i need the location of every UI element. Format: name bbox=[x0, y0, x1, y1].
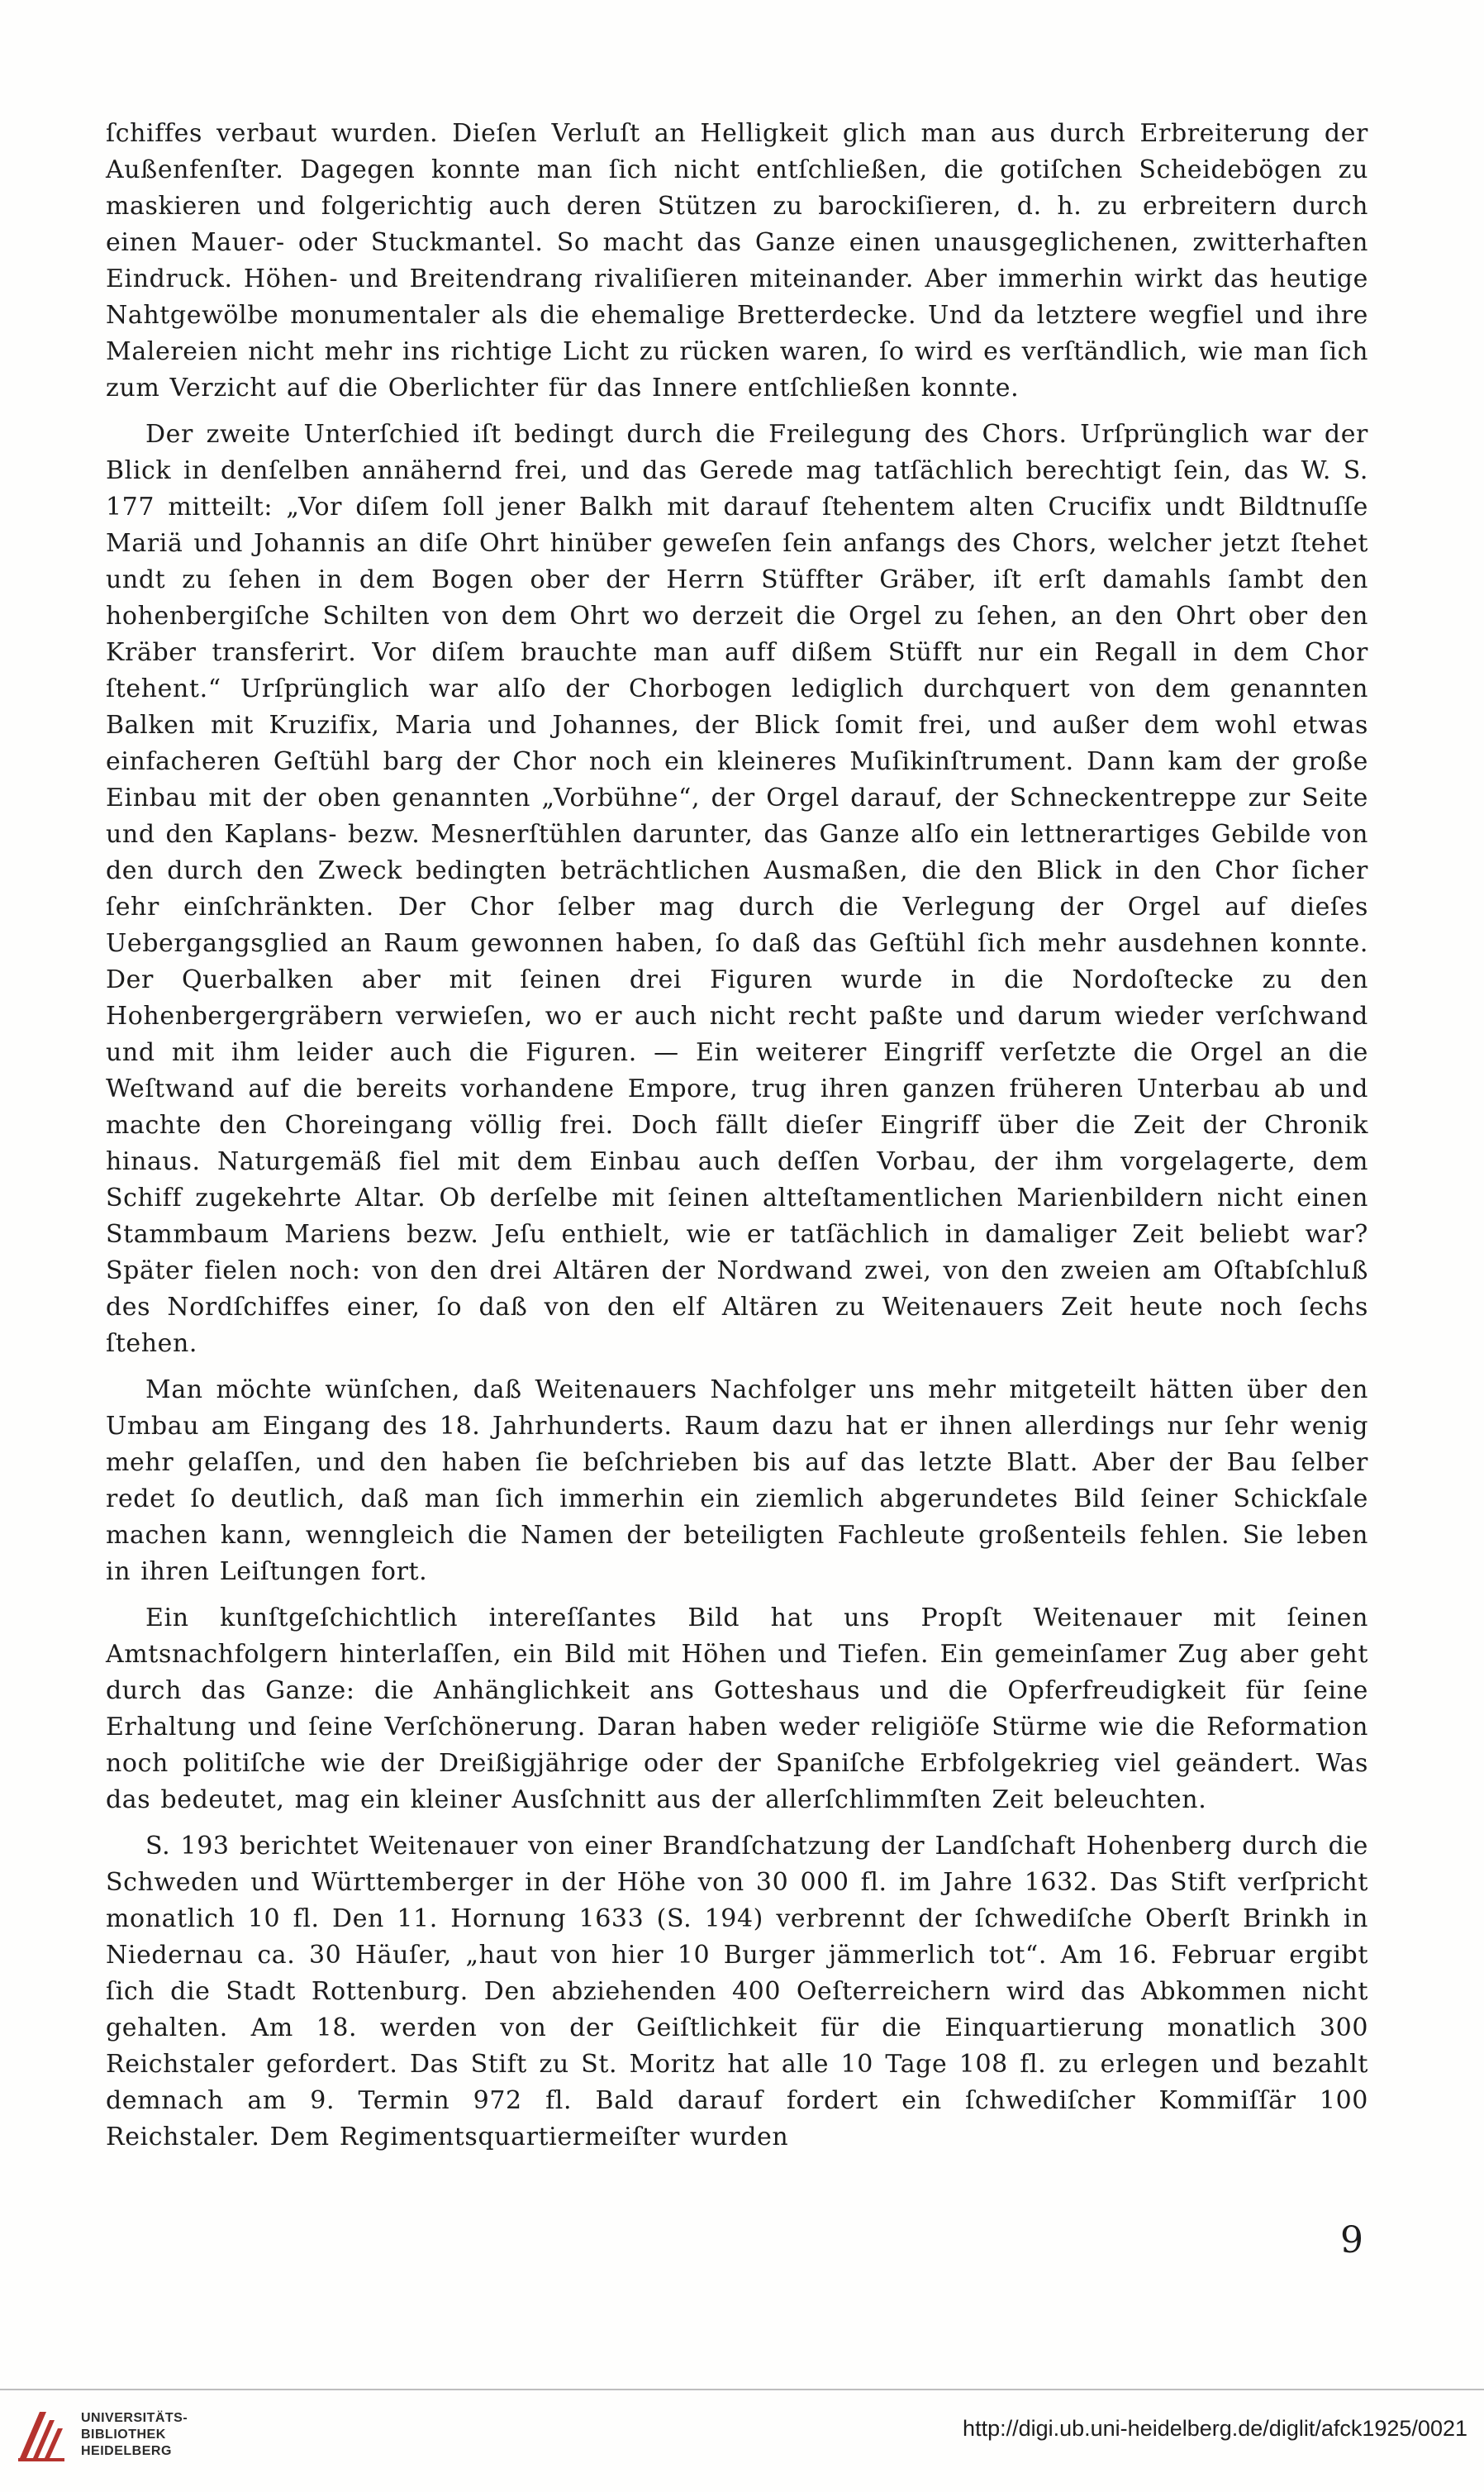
paragraph-5: S. 193 berichtet Weitenauer von einer Brandſchatzung der Landſchaft Hohenberg durch die Schweden und Württemberger in der Höhe von 30 000 fl. im Jahre 1632. Das Stift verſpricht monatlich 10 fl. Den 11. Hornung 1633 (S. 194) verbrennt der ſchwediſche Oberſt Brinkh in Niedernau ca. 30 Häuſer, „haut von hier 10 Burger jämmerlich tot“. Am 16. Februar ergibt ſich die Stadt Rottenburg. Den abziehenden 400 Oeſterreichern wird das Abkommen nicht gehalten. Am 18. werden von der Geiſtlichkeit für die Einquartierung monatlich 300 Reichstaler gefordert. Das Stift zu St. Moritz hat alle 10 Tage 108 fl. zu erlegen und bezahlt demnach am 9. Termin 972 fl. Bald darauf fordert ein ſchwediſcher Kommiſſär 100 Reichstaler. Dem Regimentsquartiermeiſter wurden bbox=[106, 1832, 1368, 2151]
university-library-logo-icon bbox=[15, 2405, 68, 2465]
footer bbox=[0, 2382, 1484, 2492]
footer-divider bbox=[0, 2389, 1484, 2390]
paragraph-3: Man möchte wünſchen, daß Weitenauers Nachfolger uns mehr mitgeteilt hätten über den Umbau am Eingang des 18. Jahrhunderts. Raum dazu hat er ihnen allerdings nur ſehr wenig mehr gelaſſen, und den haben ſie beſchrieben bis auf das letzte Blatt. Aber der Bau ſelber redet ſo deutlich, daß man ſich immerhin ein ziemlich abgerundetes Bild ſeiner Schickſale machen kann, wenngleich die Namen der beteiligten Fachleute großenteils fehlen. Sie leben in ihren Leiſtungen fort. bbox=[106, 1375, 1368, 1586]
paragraph-4: Ein kunſtgeſchichtlich intereſſantes Bild hat uns Propſt Weitenauer mit ſeinen Amtsnachfolgern hinterlaſſen, ein Bild mit Höhen und Tiefen. Ein gemeinſamer Zug aber geht durch das Ganze: die Anhänglichkeit ans Gotteshaus und die Opferfreudigkeit für ſeine Erhaltung und ſeine Verſchönerung. Daran haben weder religiöſe Stürme wie die Reformation noch politiſche wie der Dreißigjährige oder der Spaniſche Erbfolgekrieg viel geändert. Was das bedeutet, mag ein kleiner Ausſchnitt aus der allerſchlimmſten Zeit beleuchten. bbox=[106, 1603, 1368, 1814]
paragraph-2: Der zweite Unterſchied iſt bedingt durch die Freilegung des Chors. Urſprünglich war der Blick in denſelben annähernd frei, und das Gerede mag tatſächlich berechtigt ſein, das W. S. 177 mitteilt: „Vor diſem ſoll jener Balkh mit darauf ſtehentem alten Crucifix undt Bildtnuſſe Mariä und Johannis an diſe Ohrt hinüber geweſen ſein anfangs des Chors, welcher jetzt ſtehet undt zu ſehen in dem Bogen ober der Herrn Stüffter Gräber, iſt erſt damahls ſambt den hohenbergiſche Schilten von dem Ohrt wo derzeit die Orgel zu ſehen, an den Ohrt ober den Kräber transferirt. Vor diſem brauchte man auff dißem Stüfft nur ein Regall in dem Chor ſtehent.“ Urſprünglich war alſo der Chorbogen lediglich durchquert von dem genannten Balken mit Kruzifix, Maria und Johannes, der Blick ſomit frei, und außer dem wohl etwas einfacheren Geſtühl barg der Chor noch ein kleineres Muſikinſtrument. Dann kam der große Einbau mit der oben genannten „Vorbühne“, der Orgel darauf, der Schneckentreppe zur Seite und den Kaplans- bezw. Mesnerſtühlen darunter, das Ganze alſo ein lettnerartiges Gebilde von den durch den Zweck bedingten beträchtlichen Ausmaßen, die den Blick in den Chor ſicher ſehr einſchränkten. Der Chor ſelber mag durch die Verlegung der Orgel auf dieſes Uebergangsglied an Raum gewonnen haben, ſo daß das Geſtühl ſich mehr ausdehnen konnte. Der Querbalken aber mit ſeinen drei Figuren wurde in die Nordoſtecke zu den Hohenbergergräbern verwieſen, wo er auch nicht recht paßte und darum wieder verſchwand und mit ihm leider auch die Figuren. — Ein weiterer Eingriff verſetzte die Orgel an die Weſtwand auf die bereits vorhandene Empore, trug ihren ganzen früheren Unterbau ab und machte den Choreingang völlig frei. Doch fällt dieſer Eingriff über die Zeit der Chronik hinaus. Naturgemäß fiel mit dem Einbau auch deſſen Vorbau, der ihm vorgelagerte, dem Schiff zugekehrte Altar. Ob derſelbe mit ſeinen altteſtamentlichen Marienbildern nicht einen Stammbaum Mariens bezw. Jeſu enthielt, wie er tatſächlich in damaliger Zeit beliebt war? Später fielen noch: von den drei Altären der Nordwand zwei, von den zweien am Oſtabſchluß des Nordſchiffes einer, ſo daß von den elf Altären zu Weitenauers Zeit heute noch ſechs ſtehen. bbox=[106, 420, 1368, 1358]
source-url-link[interactable]: http://digi.ub.uni-heidelberg.de/diglit/afck1925/0021 bbox=[963, 2416, 1467, 2441]
library-name-line: BIBLIOTHEK bbox=[81, 2428, 166, 2442]
library-name-line: HEIDELBERG bbox=[81, 2444, 172, 2458]
library-name bbox=[81, 2410, 188, 2460]
library-name-line: UNIVERSITÄTS- bbox=[81, 2411, 188, 2425]
page-number: 9 bbox=[1340, 2219, 1363, 2261]
body-text bbox=[106, 116, 1368, 2156]
paragraph-1: ſchiffes verbaut wurden. Dieſen Verluſt an Helligkeit glich man aus durch Erbreiterung der Außenfenſter. Dagegen konnte man ſich nicht entſchließen, die gotiſchen Scheidebögen zu maskieren und folgerichtig auch deren Stützen zu barockiſieren, d. h. zu erbreitern durch einen Mauer- oder Stuckmantel. So macht das Ganze einen unausgeglichenen, zwitterhaften Eindruck. Höhen- und Breitendrang rivaliſieren miteinander. Aber immerhin wirkt das heutige Nahtgewölbe monumentaler als die ehemalige Bretterdecke. Und da letztere wegfiel und ihre Malereien nicht mehr ins richtige Licht zu rücken waren, ſo wird es verſtändlich, wie man ſich zum Verzicht auf die Oberlichter für das Innere entſchließen konnte. bbox=[106, 119, 1368, 403]
